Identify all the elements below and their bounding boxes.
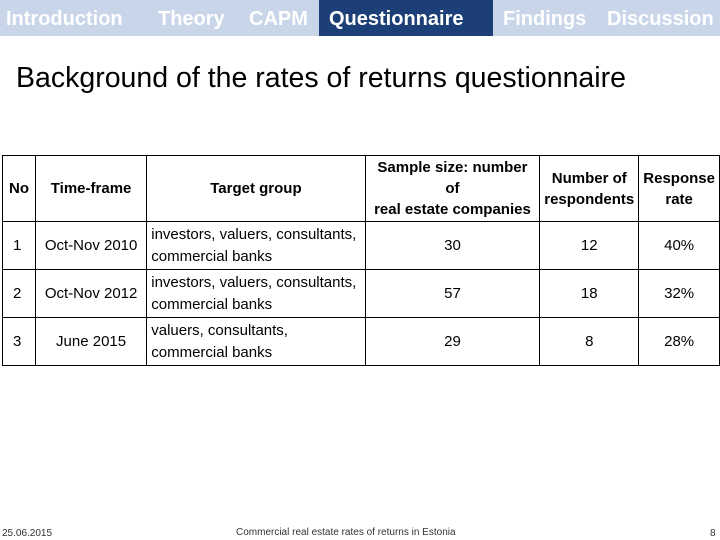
table-row — [3, 222, 720, 270]
cell-no: 2 — [3, 270, 36, 318]
page-title: Background of the rates of returns questionnaire — [16, 62, 626, 94]
cell-response-rate: 32% — [639, 270, 720, 318]
cell-sample-size: 30 — [365, 222, 540, 270]
tab-questionnaire[interactable]: Questionnaire — [319, 0, 493, 36]
cell-target-line1: investors, valuers, consultants, — [151, 226, 357, 243]
footer-title: Commercial real estate rates of returns in Estonia — [236, 527, 456, 538]
cell-timeframe: June 2015 — [35, 318, 146, 366]
cell-respondents: 18 — [540, 270, 639, 318]
cell-sample-size: 29 — [365, 318, 540, 366]
table-row — [3, 270, 720, 318]
tab-introduction[interactable]: Introduction — [6, 8, 123, 30]
header-timeframe: Time-frame — [35, 156, 146, 222]
footer-date: 25.06.2015 — [2, 528, 53, 539]
tab-theory[interactable]: Theory — [158, 8, 225, 30]
cell-target-group — [147, 222, 365, 270]
header-target-group: Target group — [147, 156, 365, 222]
cell-timeframe: Oct-Nov 2010 — [35, 222, 146, 270]
header-sample-size — [365, 156, 540, 222]
header-respondents — [540, 156, 639, 222]
header-respondents-line1: Number of — [551, 169, 627, 187]
tab-findings[interactable]: Findings — [503, 8, 587, 30]
header-no: No — [3, 156, 36, 222]
table-header-row — [3, 156, 720, 222]
header-response-rate — [639, 156, 720, 222]
header-rate-line1: Response — [643, 169, 715, 187]
cell-respondents: 8 — [540, 318, 639, 366]
cell-target-group — [147, 270, 365, 318]
top-navigation — [0, 0, 720, 36]
cell-target-line2: commercial banks — [151, 247, 273, 265]
tab-discussion[interactable]: Discussion — [607, 8, 714, 30]
cell-response-rate: 28% — [639, 318, 720, 366]
cell-timeframe: Oct-Nov 2012 — [35, 270, 146, 318]
header-rate-line2: rate — [665, 190, 693, 208]
header-sample-line2: real estate companies — [374, 201, 531, 218]
footer-page-number: 8 — [710, 528, 716, 539]
cell-response-rate: 40% — [639, 222, 720, 270]
cell-no: 1 — [3, 222, 36, 270]
questionnaire-table — [2, 155, 720, 366]
cell-no: 3 — [3, 318, 36, 366]
cell-respondents: 12 — [540, 222, 639, 270]
tab-capm[interactable]: CAPM — [249, 8, 308, 30]
cell-target-line2: commercial banks — [151, 343, 273, 361]
table-row — [3, 318, 720, 366]
cell-target-line1: investors, valuers, consultants, — [151, 274, 357, 291]
cell-target-line2: commercial banks — [151, 295, 273, 313]
cell-sample-size: 57 — [365, 270, 540, 318]
header-respondents-line2: respondents — [544, 190, 635, 208]
cell-target-line1: valuers, consultants, — [151, 322, 288, 339]
header-sample-line1: Sample size: number of — [377, 159, 528, 197]
cell-target-group — [147, 318, 365, 366]
